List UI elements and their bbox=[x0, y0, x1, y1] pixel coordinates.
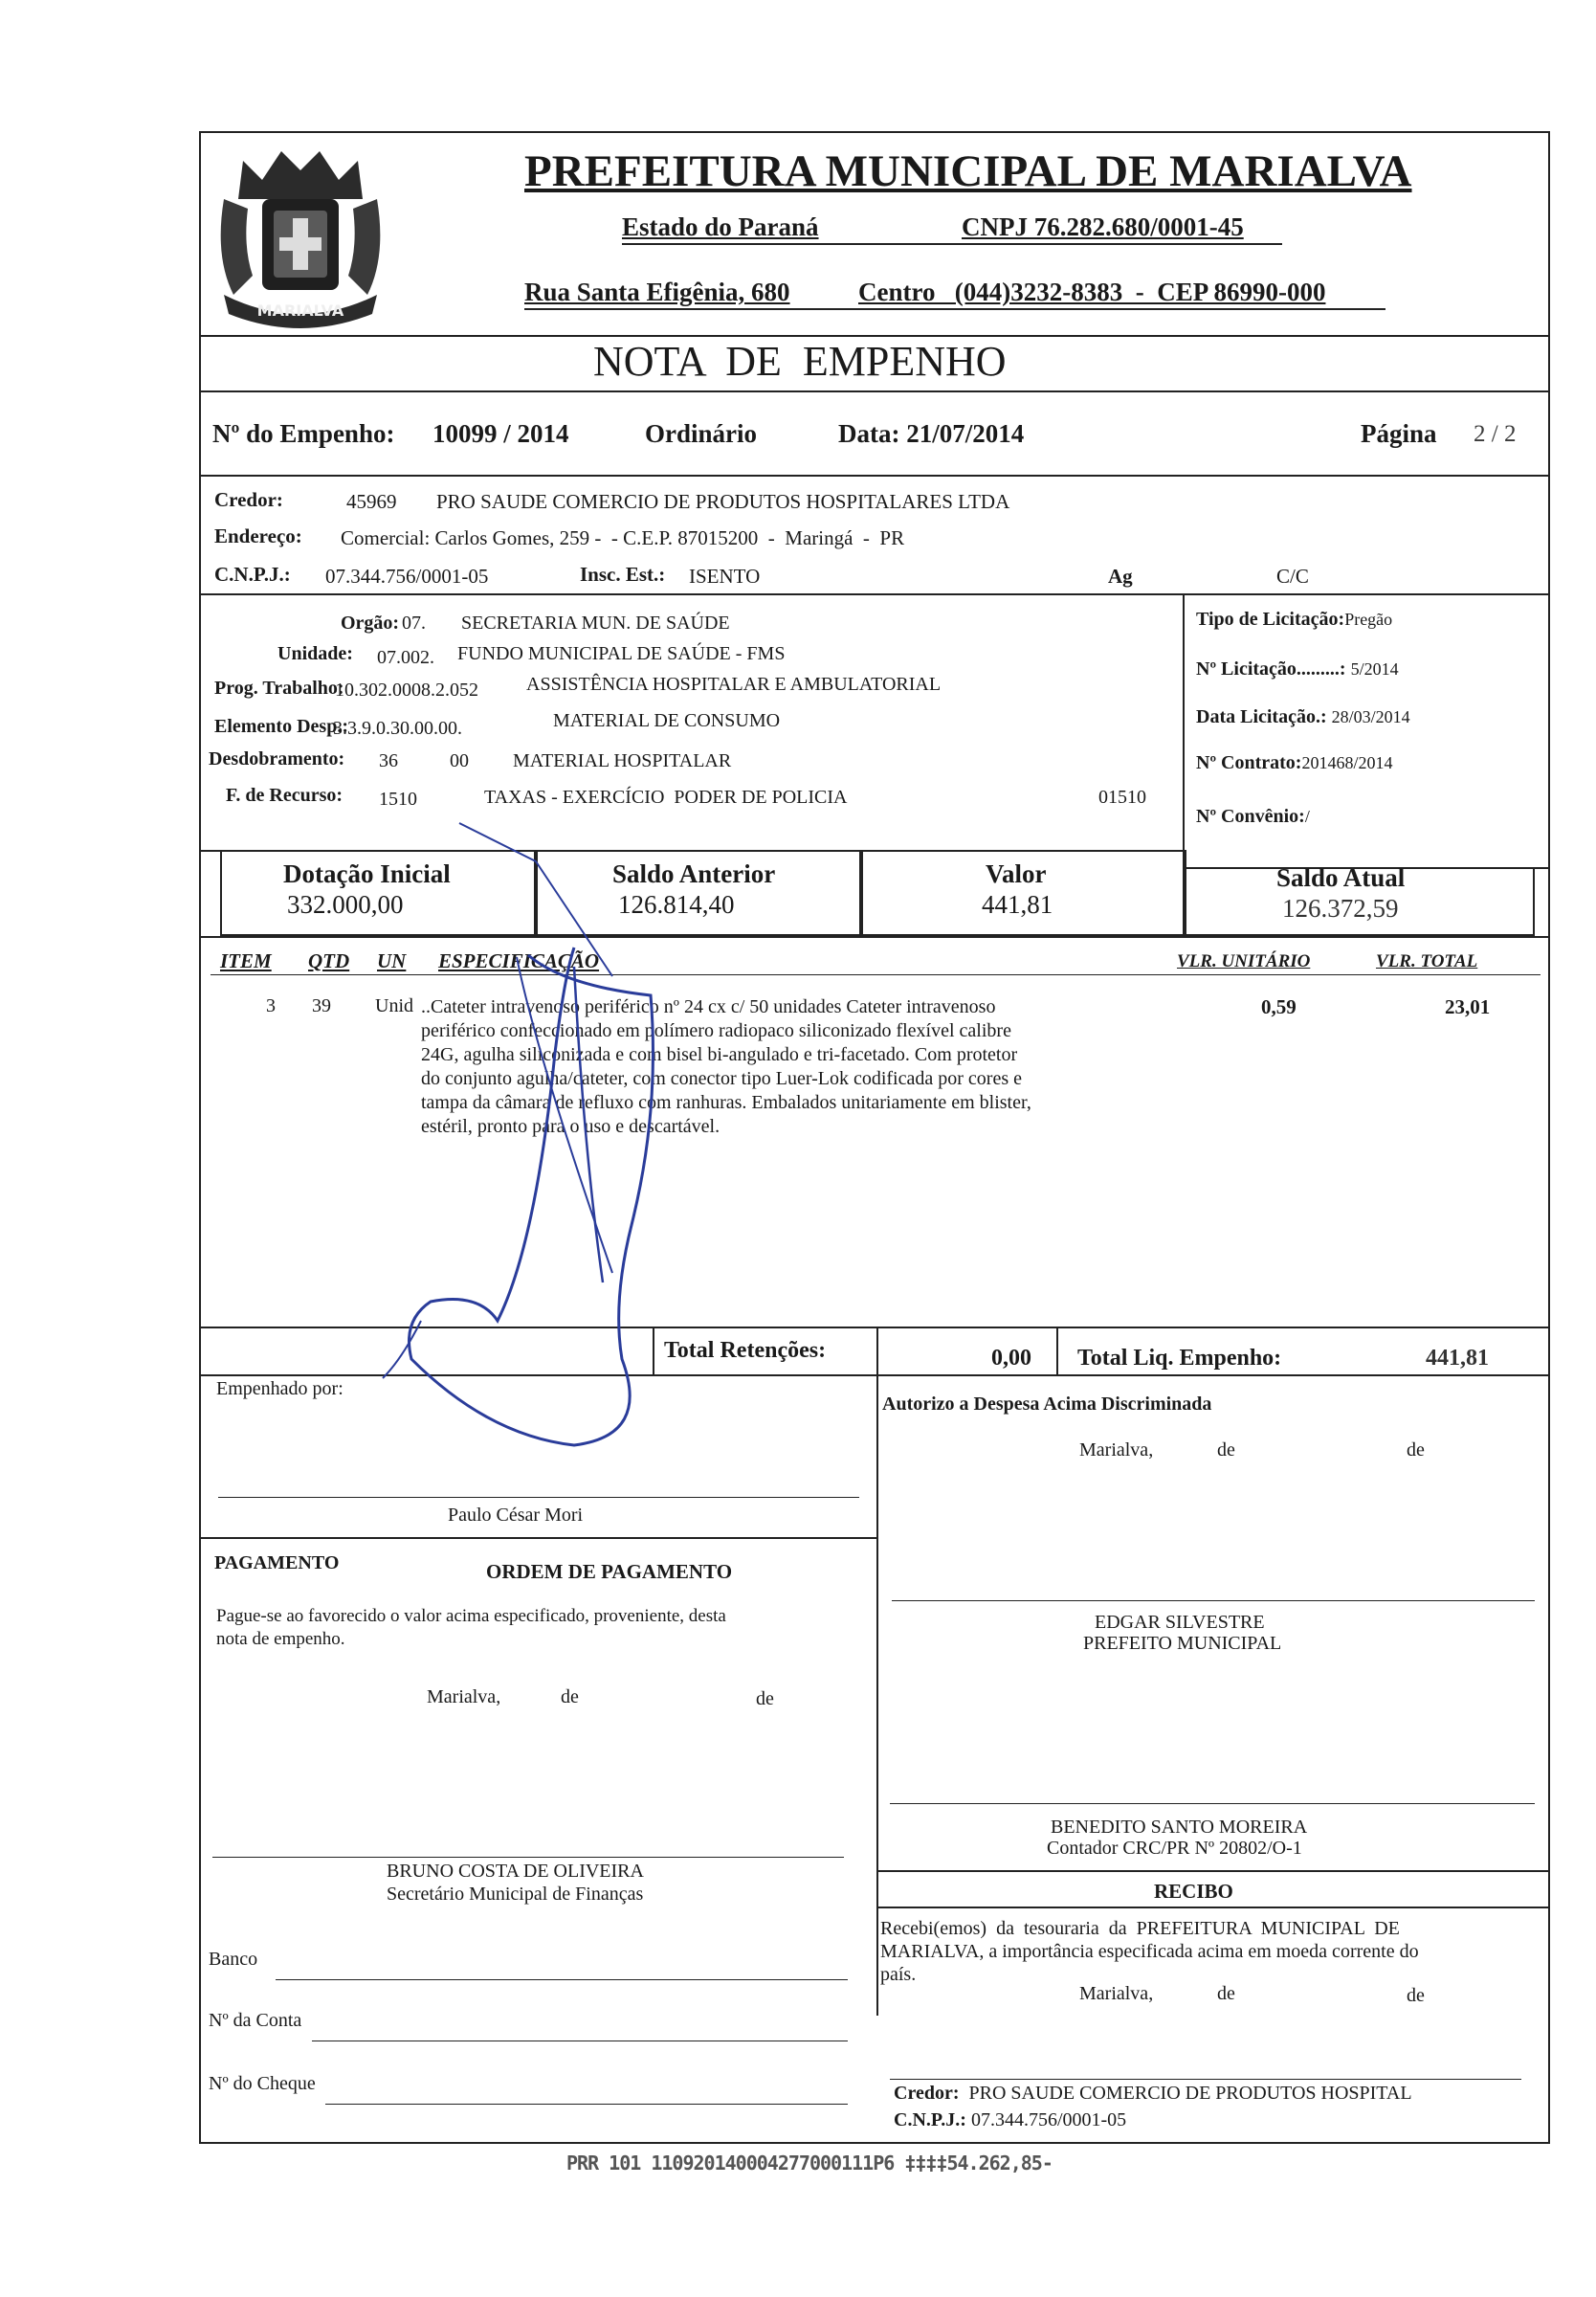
autorizo-place: Marialva, bbox=[1079, 1439, 1154, 1461]
unidade-name: FUNDO MUNICIPAL DE SAÚDE - FMS bbox=[457, 643, 786, 664]
contador-cargo: Contador CRC/PR Nº 20802/O-1 bbox=[1047, 1838, 1302, 1859]
credor-divider bbox=[199, 593, 1550, 595]
crest-logo bbox=[205, 142, 396, 333]
desdobramento-label: Desdobramento: bbox=[209, 748, 345, 769]
prefeito-cargo: PREFEITO MUNICIPAL bbox=[1083, 1633, 1282, 1654]
endereco-label: Endereço: bbox=[214, 524, 302, 547]
retencoes-label: Total Retenções: bbox=[664, 1338, 827, 1363]
tipo-licitacao-value: Pregão bbox=[1344, 610, 1393, 629]
desdobramento-name: MATERIAL HOSPITALAR bbox=[513, 750, 732, 771]
saldo-anterior-label: Saldo Anterior bbox=[612, 859, 776, 888]
address-label: Rua Santa Efigênia, 680 bbox=[524, 278, 790, 306]
prefeito-sign-line bbox=[892, 1600, 1535, 1601]
retencoes-value: 0,00 bbox=[991, 1346, 1031, 1371]
empenho-label: Nº do Empenho: bbox=[212, 419, 395, 448]
desdobramento-sub: 00 bbox=[450, 750, 469, 771]
numero-licitacao-label: Nº Licitação.........: bbox=[1196, 658, 1346, 680]
unidade-code: 07.002. bbox=[377, 647, 434, 668]
elemento-code: 3.3.9.0.30.00.00. bbox=[333, 718, 462, 739]
valor-value: 441,81 bbox=[982, 890, 1053, 919]
item-desc-line: tampa da câmara de refluxo com ranhuras. Embalados unitariamente em blister, bbox=[421, 1092, 1031, 1113]
desdobramento-code: 36 bbox=[379, 750, 398, 771]
col-total: VLR. TOTAL bbox=[1376, 951, 1478, 971]
recurso-label: F. de Recurso: bbox=[226, 785, 344, 806]
contador-sign-line bbox=[890, 1803, 1535, 1804]
footer-credor-label: Credor: bbox=[894, 2083, 960, 2104]
item-desc-line: do conjunto agulha/cateter, com conector tipo Luer-Lok codificada por cores e bbox=[421, 1068, 1022, 1089]
empenho-type: Ordinário bbox=[645, 419, 758, 448]
item-desc-line: periférico confeccionado em polímero radiopaco siliconizado flexível calibre bbox=[421, 1020, 1011, 1041]
col-espec: ESPECIFICAÇÃO bbox=[438, 949, 600, 972]
ag-label: Ag bbox=[1108, 565, 1133, 588]
prog-code: 10.302.0008.2.052 bbox=[335, 680, 478, 701]
prefeito-nome: EDGAR SILVESTRE bbox=[1095, 1612, 1265, 1633]
insc-value: ISENTO bbox=[689, 565, 761, 588]
pague-line-1: Pague-se ao favorecido o valor acima especificado, proveniente, desta bbox=[216, 1606, 726, 1626]
convenio bbox=[1196, 806, 1310, 828]
pague-line-2: nota de empenho. bbox=[216, 1629, 345, 1649]
state-label: Estado do Paraná bbox=[622, 212, 819, 241]
unidade-label: Unidade: bbox=[277, 643, 353, 664]
item-desc-line: ..Cateter intravenoso periférico nº 24 cx c/ 50 unidades Cateter intravenoso bbox=[421, 996, 996, 1017]
title-divider bbox=[199, 390, 1550, 392]
secretario-nome: BRUNO COSTA DE OLIVEIRA bbox=[387, 1861, 644, 1882]
totals-sep-2 bbox=[876, 1327, 878, 2016]
pagamento-de-1: de bbox=[561, 1686, 579, 1707]
empenhado-label: Empenhado por: bbox=[216, 1378, 344, 1399]
contrato-label: Nº Contrato: bbox=[1196, 752, 1302, 773]
saldo-atual-label: Saldo Atual bbox=[1276, 863, 1406, 892]
recibo-de-1: de bbox=[1217, 1983, 1235, 2004]
col-qtd: QTD bbox=[308, 949, 350, 972]
empenho-number: 10099 / 2014 bbox=[432, 419, 569, 448]
saldo-atual-value: 126.372,59 bbox=[1282, 894, 1399, 923]
orgao-code: 07. bbox=[402, 613, 426, 634]
empenhado-sign-line bbox=[218, 1497, 859, 1498]
contador-bottom bbox=[876, 1870, 1550, 1872]
recibo-line-3: país. bbox=[880, 1964, 917, 1985]
item-desc-line: 24G, agulha siliconizada e com bisel bi-angulado e tri-facetado. Com protetor bbox=[421, 1044, 1018, 1065]
col-un: UN bbox=[377, 949, 407, 972]
cc-label: C/C bbox=[1276, 565, 1309, 588]
contrato bbox=[1196, 752, 1392, 774]
orgao-label: Orgão: bbox=[341, 613, 400, 634]
endereco-value: Comercial: Carlos Gomes, 259 - - C.E.P. 87015200 - Maringá - PR bbox=[341, 526, 905, 549]
state-underline bbox=[622, 243, 1282, 245]
banco-line bbox=[276, 1979, 848, 1980]
pagamento-de-2: de bbox=[756, 1688, 774, 1709]
dotacao-label: Dotação Inicial bbox=[283, 859, 451, 888]
barcode-text: PRR 101 110920140004277000111P6 ‡‡‡‡54.262,85- bbox=[566, 2152, 1053, 2174]
item-number: 3 bbox=[266, 995, 276, 1016]
totals-sep-3 bbox=[1056, 1327, 1058, 1374]
col-item: ITEM bbox=[220, 949, 272, 972]
footer-credor-name: PRO SAUDE COMERCIO DE PRODUTOS HOSPITAL bbox=[968, 2083, 1412, 2104]
elemento-name: MATERIAL DE CONSUMO bbox=[553, 710, 781, 731]
data-licitacao bbox=[1196, 706, 1410, 728]
empenho-divider bbox=[199, 475, 1550, 477]
item-total-value: 23,01 bbox=[1445, 995, 1491, 1018]
item-desc-line: estéril, pronto para o uso e descartável. bbox=[421, 1116, 720, 1137]
document-title: NOTA DE EMPENHO bbox=[593, 338, 1007, 385]
item-un: Unid bbox=[375, 995, 413, 1016]
item-qtd: 39 bbox=[312, 995, 331, 1016]
credor-name: PRO SAUDE COMERCIO DE PRODUTOS HOSPITALARES LTDA bbox=[436, 490, 1010, 513]
pagamento-label: PAGAMENTO bbox=[214, 1552, 340, 1573]
numero-licitacao-value: 5/2014 bbox=[1350, 659, 1399, 679]
district-phone: Centro (044)3232-8383 - CEP 86990-000 bbox=[858, 278, 1326, 306]
ordem-pagamento-label: ORDEM DE PAGAMENTO bbox=[486, 1560, 733, 1583]
licitacao-separator bbox=[1183, 593, 1185, 869]
recibo-de-2: de bbox=[1407, 1985, 1425, 2006]
prog-label: Prog. Trabalho: bbox=[214, 678, 344, 699]
prog-name: ASSISTÊNCIA HOSPITALAR E AMBULATORIAL bbox=[526, 674, 942, 695]
cnpj-credor-value: 07.344.756/0001-05 bbox=[325, 565, 489, 588]
numero-licitacao bbox=[1196, 658, 1399, 680]
recurso-name: TAXAS - EXERCÍCIO PODER DE POLICIA bbox=[484, 787, 848, 808]
totals-bottom bbox=[199, 1374, 1550, 1376]
footer-cnpj-label: C.N.P.J.: bbox=[894, 2109, 966, 2130]
totals-top bbox=[199, 1327, 1550, 1328]
page-number: 2 / 2 bbox=[1474, 421, 1517, 447]
recibo-label: RECIBO bbox=[1154, 1880, 1233, 1903]
data-licitacao-label: Data Licitação.: bbox=[1196, 706, 1327, 727]
pagamento-place: Marialva, bbox=[427, 1686, 501, 1707]
empenhado-bottom bbox=[199, 1537, 876, 1539]
saldo-anterior-value: 126.814,40 bbox=[618, 890, 735, 919]
contador-nome: BENEDITO SANTO MOREIRA bbox=[1051, 1817, 1308, 1838]
recurso-code: 1510 bbox=[379, 789, 417, 810]
liquido-label: Total Liq. Empenho: bbox=[1077, 1346, 1282, 1371]
cnpj-label: CNPJ 76.282.680/0001-45 bbox=[962, 212, 1244, 241]
insc-label: Insc. Est.: bbox=[580, 563, 666, 586]
recibo-line-2: MARIALVA, a importância especificada acima em moeda corrente do bbox=[880, 1941, 1419, 1962]
footer-cnpj bbox=[894, 2109, 1126, 2131]
autorizo-de-1: de bbox=[1217, 1439, 1235, 1461]
saldos-divider bbox=[199, 936, 1550, 938]
recurso-right-code: 01510 bbox=[1098, 787, 1146, 808]
liquido-value: 441,81 bbox=[1426, 1346, 1489, 1371]
footer-cnpj-value: 07.344.756/0001-05 bbox=[970, 2109, 1127, 2130]
recibo-line-1: Recebi(emos) da tesouraria da PREFEITURA MUNICIPAL DE bbox=[880, 1918, 1400, 1939]
contrato-value: 201468/2014 bbox=[1301, 753, 1393, 772]
tipo-licitacao bbox=[1196, 609, 1392, 631]
totals-sep-1 bbox=[653, 1327, 654, 1374]
secretario-cargo: Secretário Municipal de Finanças bbox=[387, 1884, 644, 1905]
convenio-value: / bbox=[1304, 807, 1310, 826]
footer-credor bbox=[894, 2083, 1412, 2105]
item-description bbox=[421, 995, 1129, 1139]
dotacao-value: 332.000,00 bbox=[287, 890, 404, 919]
valor-label: Valor bbox=[986, 859, 1047, 888]
elemento-label: Elemento Desp.: bbox=[214, 716, 348, 737]
autorizo-label: Autorizo a Despesa Acima Discriminada bbox=[882, 1394, 1212, 1415]
credor-sign-line bbox=[890, 2079, 1521, 2080]
orgao-name: SECRETARIA MUN. DE SAÚDE bbox=[461, 613, 730, 634]
address-underline bbox=[524, 308, 1385, 310]
cnpj-credor-label: C.N.P.J.: bbox=[214, 563, 291, 586]
credor-code: 45969 bbox=[346, 490, 397, 513]
credor-label: Credor: bbox=[214, 488, 283, 511]
empenhado-nome: Paulo César Mori bbox=[448, 1505, 584, 1526]
cheque-label: Nº do Cheque bbox=[209, 2073, 316, 2094]
crest-text: MARIALVA bbox=[256, 301, 344, 320]
prefeitura-title: PREFEITURA MUNICIPAL DE MARIALVA bbox=[524, 146, 1412, 196]
item-unit-value: 0,59 bbox=[1261, 995, 1297, 1018]
autorizo-de-2: de bbox=[1407, 1439, 1425, 1461]
empenho-date: Data: 21/07/2014 bbox=[838, 419, 1025, 448]
tipo-licitacao-label: Tipo de Licitação: bbox=[1196, 609, 1345, 630]
secretario-sign-line bbox=[212, 1857, 844, 1858]
col-unit: VLR. UNITÁRIO bbox=[1177, 951, 1311, 971]
cheque-line bbox=[325, 2104, 848, 2105]
recibo-place: Marialva, bbox=[1079, 1983, 1154, 2004]
convenio-label: Nº Convênio: bbox=[1196, 806, 1305, 827]
data-licitacao-value: 28/03/2014 bbox=[1331, 707, 1410, 726]
recibo-underline bbox=[876, 1907, 1550, 1908]
header-rule bbox=[211, 974, 1541, 975]
conta-label: Nº da Conta bbox=[209, 2010, 302, 2031]
banco-label: Banco bbox=[209, 1949, 258, 1970]
page-label: Página bbox=[1361, 419, 1437, 448]
